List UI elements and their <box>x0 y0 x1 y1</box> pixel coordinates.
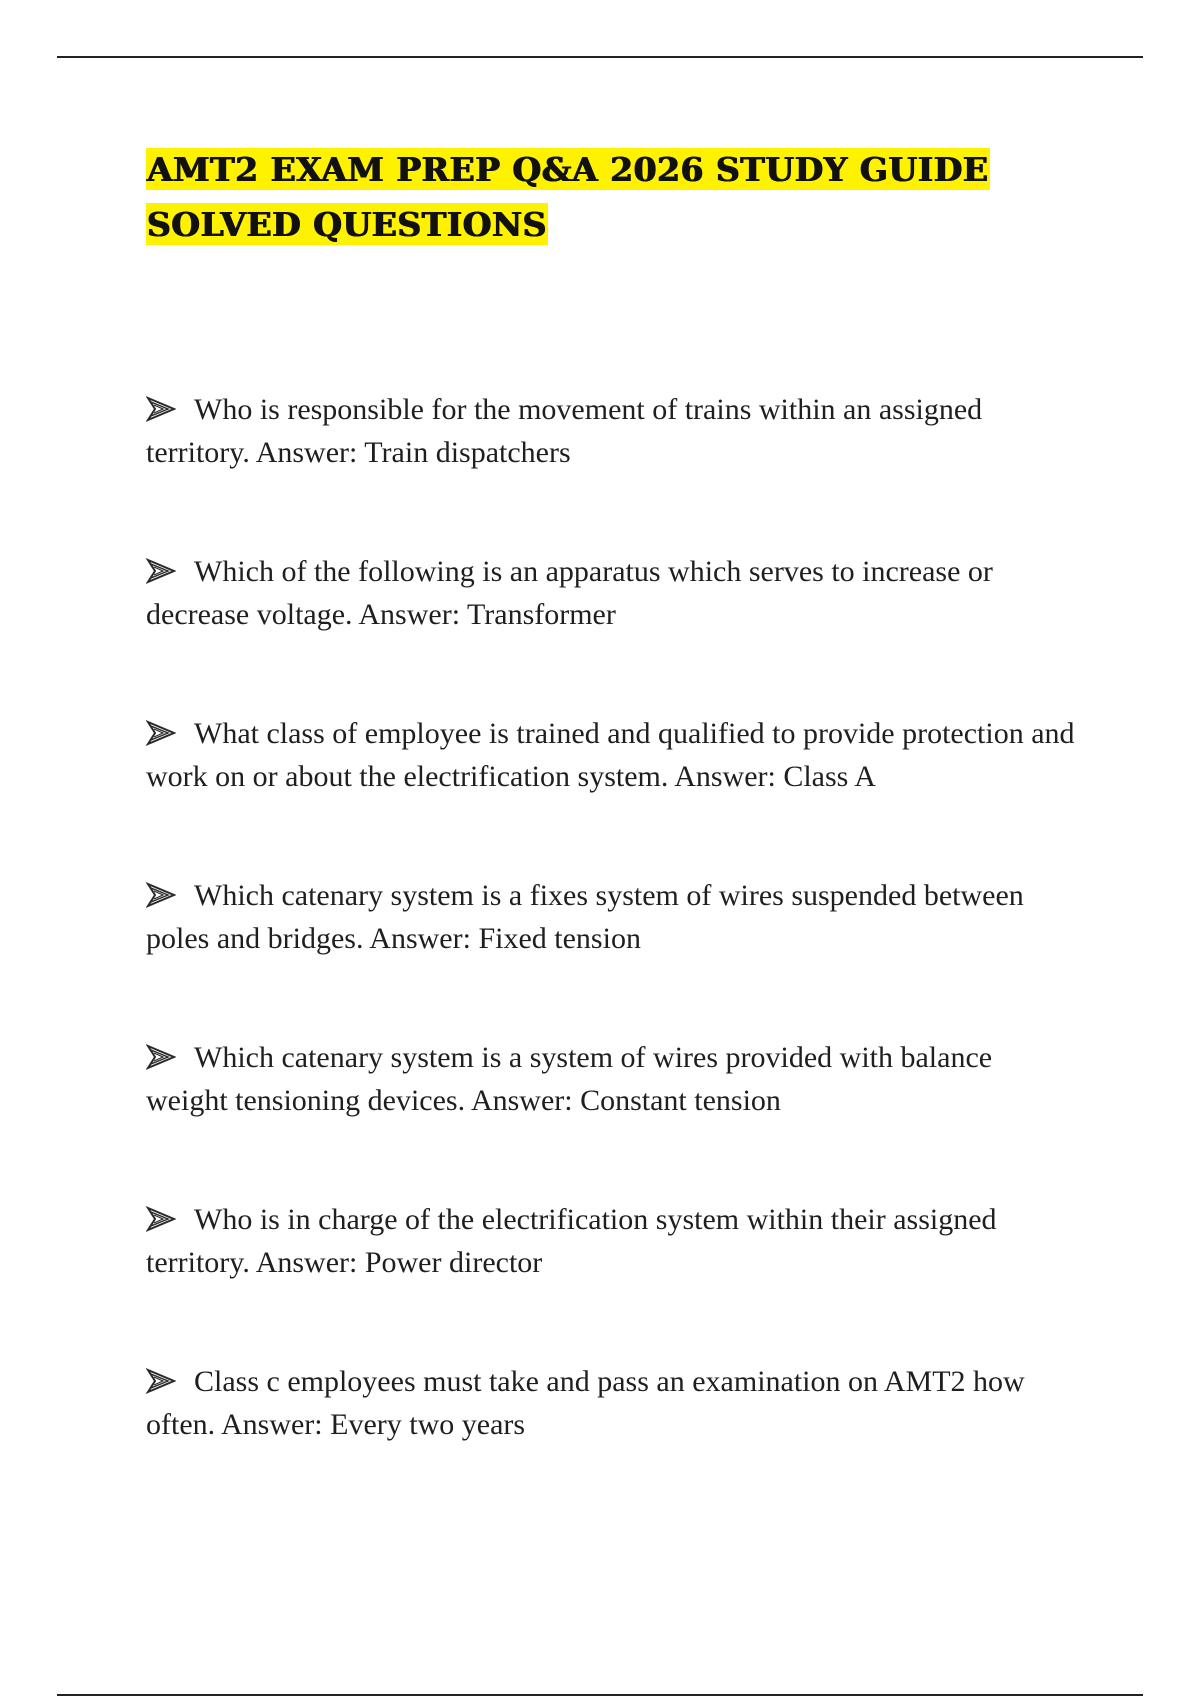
qa-text: Which catenary system is a fixes system of wires suspended between poles and bridges. Answer: Fixed tension <box>146 879 1024 955</box>
page-title <box>146 142 1086 252</box>
top-rule <box>57 56 1143 58</box>
qa-item <box>146 1198 1076 1284</box>
qa-text: Class c employees must take and pass an examination on AMT2 how often. Answer: Every two years <box>146 1365 1025 1441</box>
qa-text: Which catenary system is a system of wires provided with balance weight tensioning devices. Answer: Constant tension <box>146 1041 993 1117</box>
arrowhead-bullet-icon <box>146 1206 176 1232</box>
arrowhead-bullet-icon <box>146 1368 176 1394</box>
qa-text: Who is in charge of the electrification system within their assigned territory. Answer: Power director <box>146 1203 997 1279</box>
arrowhead-bullet-icon <box>146 720 176 746</box>
arrowhead-bullet-icon <box>146 1044 176 1070</box>
qa-text: Who is responsible for the movement of trains within an assigned territory. Answer: Train dispatchers <box>146 393 983 469</box>
title-line-1: AMT2 EXAM PREP Q&A 2026 STUDY GUIDE <box>147 150 989 189</box>
arrowhead-bullet-icon <box>146 396 176 422</box>
qa-text: What class of employee is trained and qualified to provide protection and work on or about the electrification system. Answer: Class A <box>146 717 1075 793</box>
arrowhead-bullet-icon <box>146 882 176 908</box>
qa-list <box>146 388 1076 1522</box>
qa-item <box>146 1036 1076 1122</box>
qa-item <box>146 550 1076 636</box>
qa-item <box>146 712 1076 798</box>
qa-text: Which of the following is an apparatus which serves to increase or decrease voltage. Answer: Transformer <box>146 555 993 631</box>
qa-item <box>146 874 1076 960</box>
qa-item <box>146 1360 1076 1446</box>
title-line-2: SOLVED QUESTIONS <box>147 205 547 244</box>
qa-item <box>146 388 1076 474</box>
arrowhead-bullet-icon <box>146 558 176 584</box>
bottom-rule <box>57 1694 1143 1696</box>
